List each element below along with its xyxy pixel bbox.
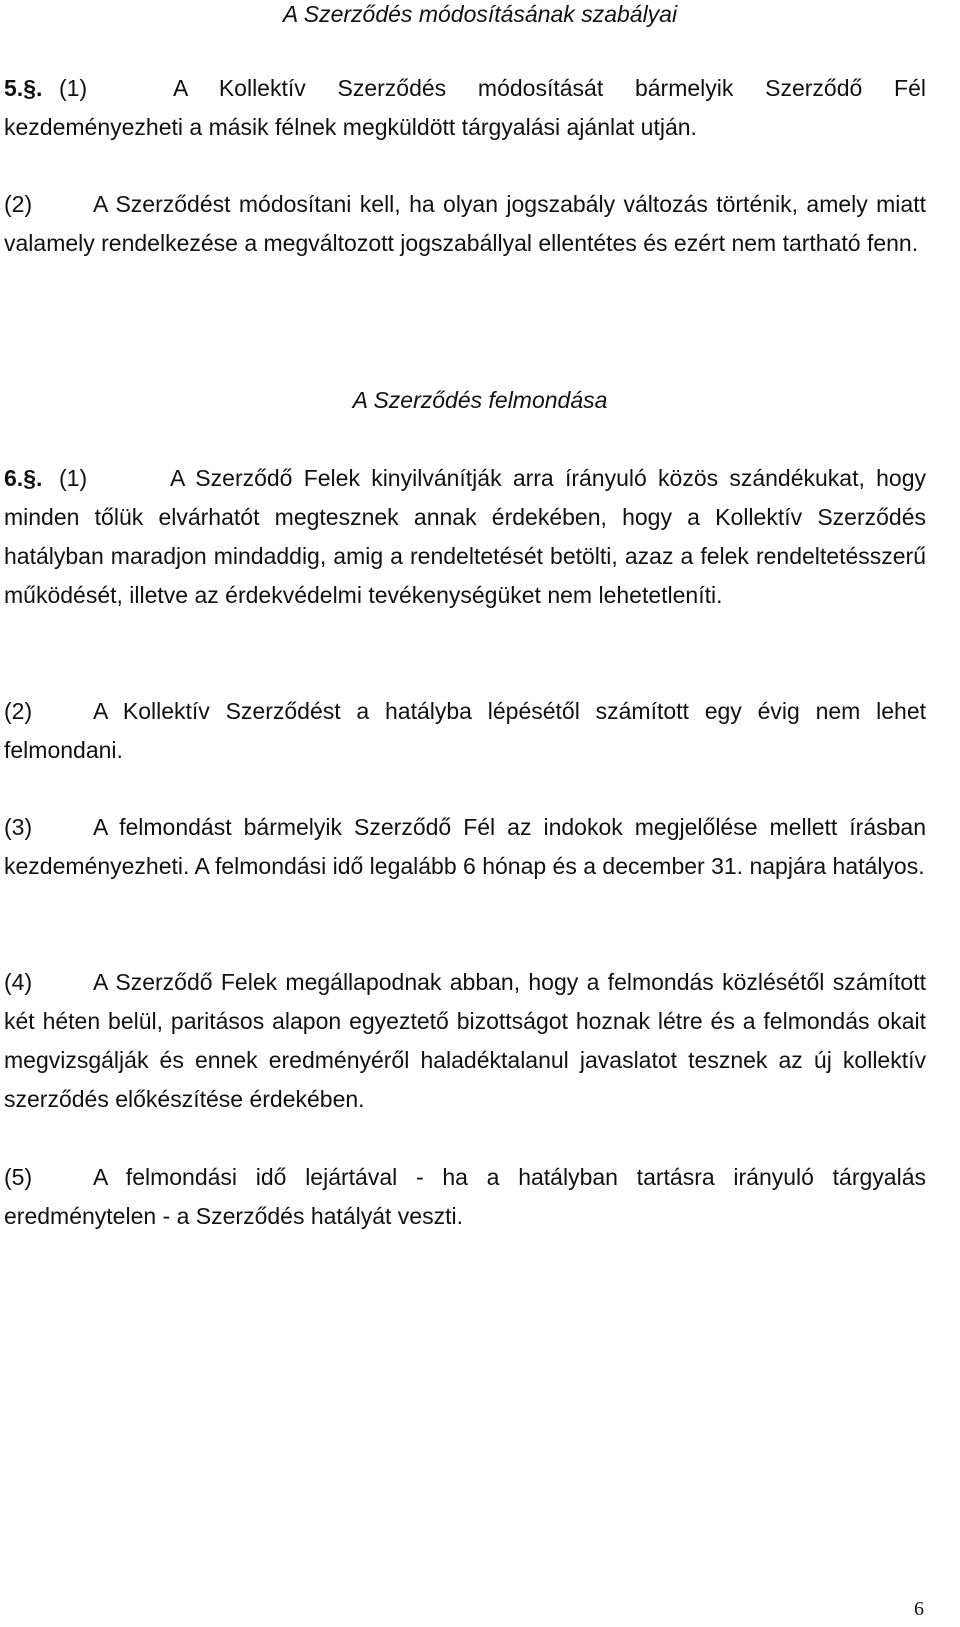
section-6-p4-text: A Szerződő Felek megállapodnak abban, hogy a felmondás közlésétől számított két héten belül, paritásos alapon egyeztető bizottságot hoznak létre és a felmondás okait megvizsgálják és ennek eredményéről haladéktalanul javaslatot tesznek az új kollektív szerződés előkészítése érdekében. <box>4 969 926 1112</box>
section-6-number: 6. <box>4 465 24 491</box>
section-6-p1-num: (1) <box>59 465 88 491</box>
section-6-p4-num: (4) <box>4 969 33 995</box>
section-6-p3-text: A felmondást bármelyik Szerződő Fél az indokok megjelőlése mellett írásban kezdeményezheti. A felmondási idő legalább 6 hónap és a december 31. napjára hatályos. <box>4 814 926 879</box>
section-5-p1-num: (1) <box>59 75 88 101</box>
section-6-sign: §. <box>23 465 43 491</box>
section-5-sign: §. <box>23 75 43 101</box>
section-6-p5-num: (5) <box>4 1164 33 1190</box>
section-6-paragraph-3 <box>4 808 926 886</box>
section-6-paragraph-5 <box>4 1158 926 1236</box>
section-5-p2-text: A Szerződést módosítani kell, ha olyan jogszabály változás történik, amely miatt valamely rendelkezése a megváltozott jogszabállyal ellentétes és ezért nem tartható fenn. <box>4 191 926 256</box>
heading-termination: A Szerződés felmondása <box>352 387 608 413</box>
section-6-label <box>4 459 59 498</box>
section-5-number: 5. <box>4 75 24 101</box>
section-6-p2-num: (2) <box>4 698 33 724</box>
section-5-paragraph-2 <box>4 185 926 263</box>
section-6-p2-text: A Kollektív Szerződést a hatályba lépésétől számított egy évig nem lehet felmondani. <box>4 698 926 763</box>
page-number: 6 <box>914 1598 924 1620</box>
section-6-p5-text: A felmondási idő lejártával - ha a hatályban tartásra irányuló tárgyalás eredménytelen - a Szerződés hatályát veszti. <box>4 1164 926 1229</box>
section-6-paragraph-1 <box>4 459 926 615</box>
section-6-paragraph-2 <box>4 692 926 770</box>
section-5-label <box>4 69 59 108</box>
section-6-p3-num: (3) <box>4 814 33 840</box>
section-6-paragraph-4 <box>4 963 926 1119</box>
heading-modification-rules: A Szerződés módosításának szabályai <box>282 1 678 27</box>
section-6-p1-text: A Szerződő Felek kinyilvánítják arra írányuló közös szándékukat, hogy minden tőlük elvárhatót megtesznek annak érdekében, hogy a Kollektív Szerződés hatályban maradjon mindaddig, amig a rendeltetését betölti, azaz a felek rendeltetésszerű működését, illetve az érdekvédelmi tevékenységüket nem lehetetleníti. <box>4 465 926 608</box>
section-5-p2-num: (2) <box>4 191 33 217</box>
section-5-p1-text: A Kollektív Szerződés módosítását bármelyik Szerződő Fél kezdeményezheti a másik félnek megküldött tárgyalási ajánlat utján. <box>4 75 926 140</box>
section-5-paragraph-1 <box>4 69 926 147</box>
